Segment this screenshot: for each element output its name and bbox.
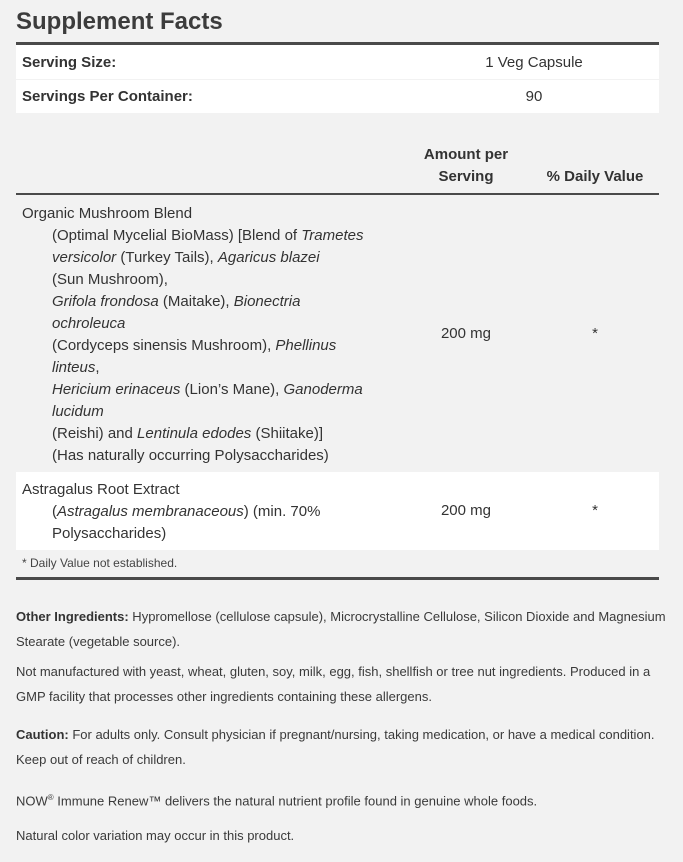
ingredient-row-mushroom-blend: [16, 203, 416, 467]
registered-mark: ®: [47, 793, 54, 802]
caution-label: Caution:: [16, 727, 69, 742]
other-ingredients-label: Other Ingredients:: [16, 609, 129, 624]
ingredient-amount: 200 mg: [440, 325, 492, 342]
brand-statement: [16, 785, 666, 813]
header-divider: [16, 193, 659, 195]
color-variation-note: Natural color variation may occur in this product.: [16, 828, 295, 843]
other-ingredients: [16, 604, 666, 654]
serving-size-label: Serving Size:: [22, 54, 117, 71]
ingredient-detail-line: Grifola frondosa (Maitake), Bionectria: [52, 293, 301, 310]
ingredient-detail-line: (Reishi) and Lentinula edodes (Shiitake)]: [52, 425, 324, 442]
ingredient-daily-value: *: [592, 502, 598, 519]
amount-header-line1: Amount per: [423, 146, 509, 163]
page-title: Supplement Facts: [16, 8, 223, 35]
ingredient-detail-line: versicolor (Turkey Tails), Agaricus blazei: [52, 249, 320, 266]
servings-per-container-row: [16, 80, 659, 113]
servings-per-container-label: Servings Per Container:: [22, 88, 193, 105]
daily-value-footnote: * Daily Value not established.: [22, 556, 178, 570]
servings-per-container-value: 90: [525, 88, 543, 105]
daily-value-header: % Daily Value: [546, 168, 644, 185]
table-bottom-divider: [16, 577, 659, 580]
ingredient-detail-line: linteus,: [52, 359, 100, 376]
ingredient-detail-line: lucidum: [52, 403, 104, 420]
ingredient-daily-value: *: [592, 325, 598, 342]
ingredient-detail-line: Polysaccharides): [52, 525, 167, 542]
brand-statement-text: Immune Renew™ delivers the natural nutrient profile found in genuine whole foods.: [53, 793, 538, 809]
ingredient-detail-line: (Astragalus membranaceous) (min. 70%: [52, 503, 321, 520]
ingredient-detail-line: (Sun Mushroom),: [52, 271, 168, 288]
serving-size-value: 1 Veg Capsule: [485, 54, 583, 71]
ingredient-detail-line: Hericium erinaceus (Lion’s Mane), Ganoderma: [52, 381, 363, 398]
caution-statement: [16, 722, 666, 772]
ingredient-amount: 200 mg: [440, 502, 492, 519]
other-ingredients-text: Hypromellose (cellulose capsule), Microcrystalline Cellulose, Silicon Dioxide and Magnesium Stearate (vegetable source).: [16, 609, 666, 649]
ingredient-detail-line: (Has naturally occurring Polysaccharides): [52, 447, 329, 464]
ingredient-row-astragalus: [16, 479, 416, 545]
allergen-statement: Not manufactured with yeast, wheat, gluten, soy, milk, egg, fish, shellfish or tree nut ingredients. Produced in a GMP facility that processes other ingredients containing these allergens.: [16, 664, 651, 704]
serving-size-row: [16, 45, 659, 79]
ingredient-detail-line: (Cordyceps sinensis Mushroom), Phellinus: [52, 337, 337, 354]
amount-per-serving-header: [410, 144, 522, 188]
ingredient-detail-line: (Optimal Mycelial BioMass) [Blend of Trametes: [52, 227, 364, 244]
ingredient-name: Organic Mushroom Blend: [22, 205, 193, 222]
amount-header-line2: Serving: [438, 168, 494, 185]
caution-text: For adults only. Consult physician if pregnant/nursing, taking medication, or have a medical condition. Keep out of reach of children.: [16, 727, 655, 767]
brand-name: NOW: [16, 793, 48, 809]
ingredient-detail-line: ochroleuca: [52, 315, 126, 332]
ingredient-name: Astragalus Root Extract: [22, 481, 180, 498]
